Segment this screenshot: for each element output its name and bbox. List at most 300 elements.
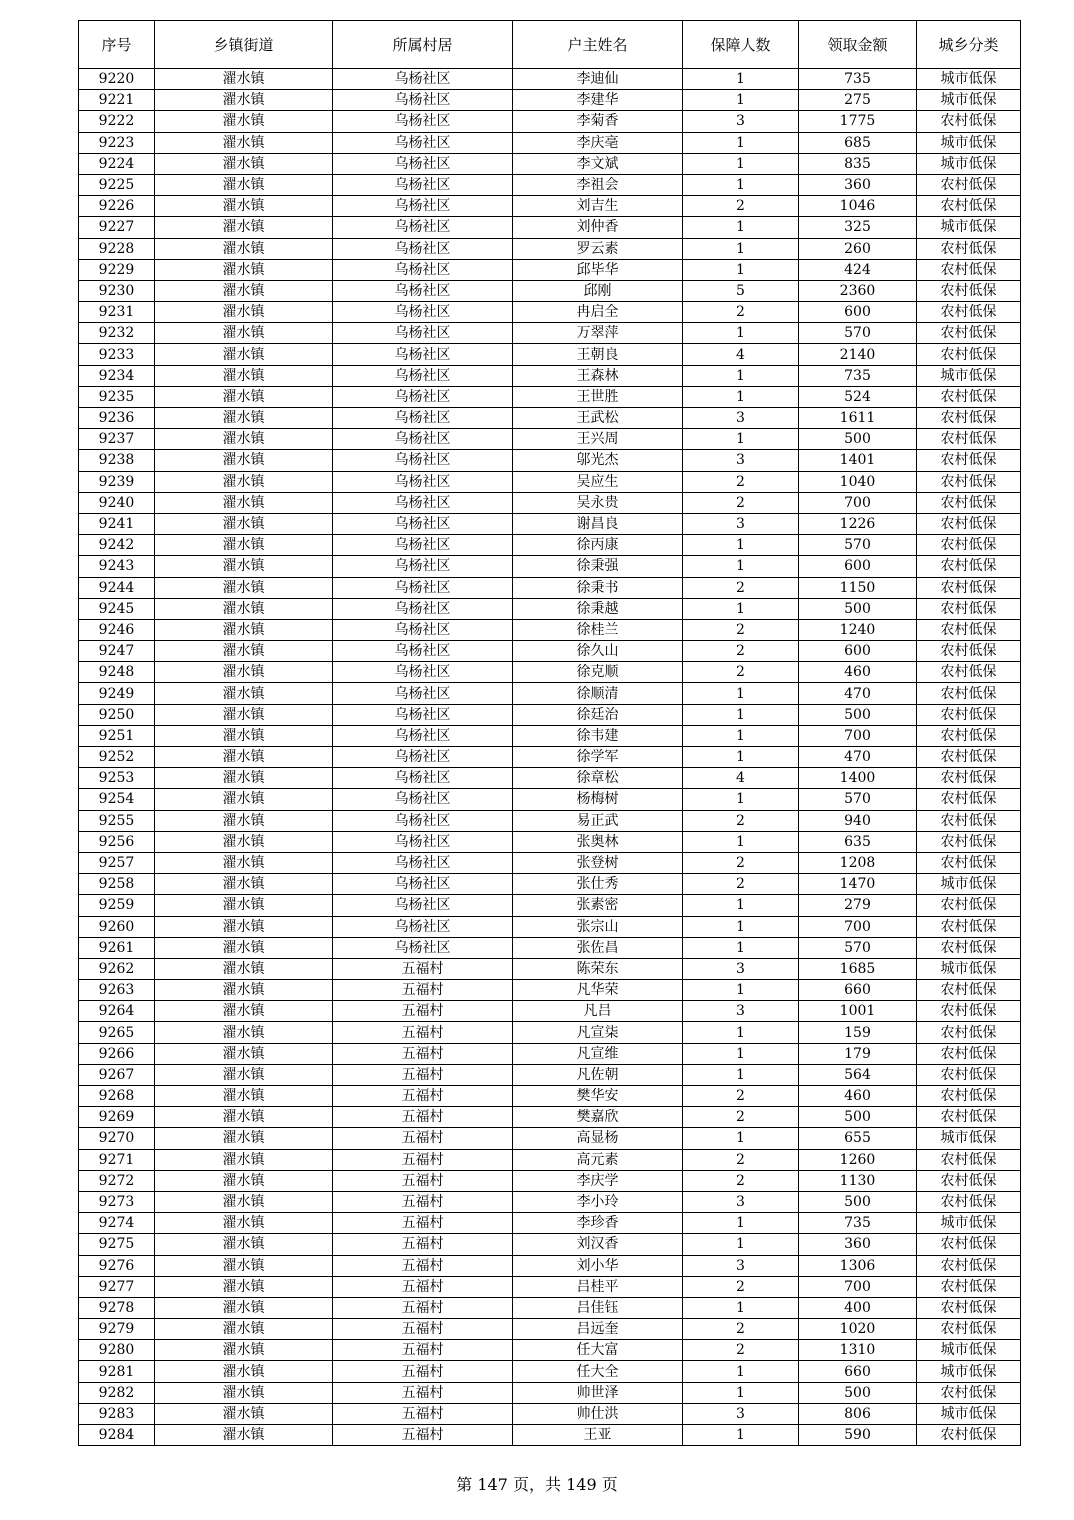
cell-village: 五福村 <box>333 1064 513 1085</box>
cell-index: 9226 <box>79 196 155 217</box>
table-row <box>79 1001 1021 1022</box>
cell-town: 濯水镇 <box>155 1340 333 1361</box>
cell-index: 9223 <box>79 132 155 153</box>
cell-town: 濯水镇 <box>155 958 333 979</box>
table-row <box>79 492 1021 513</box>
cell-category: 农村低保 <box>917 1086 1021 1107</box>
cell-amount: 735 <box>799 69 917 90</box>
cell-category: 农村低保 <box>917 1234 1021 1255</box>
cell-category: 农村低保 <box>917 1001 1021 1022</box>
cell-category: 农村低保 <box>917 662 1021 683</box>
cell-householder: 杨梅树 <box>513 789 683 810</box>
table-row <box>79 1425 1021 1446</box>
cell-amount: 360 <box>799 174 917 195</box>
cell-householder: 王森林 <box>513 365 683 386</box>
cell-persons: 1 <box>683 1297 799 1318</box>
cell-persons: 2 <box>683 302 799 323</box>
cell-town: 濯水镇 <box>155 725 333 746</box>
cell-index: 9242 <box>79 535 155 556</box>
cell-index: 9235 <box>79 386 155 407</box>
cell-town: 濯水镇 <box>155 1425 333 1446</box>
cell-amount: 1040 <box>799 471 917 492</box>
cell-index: 9243 <box>79 556 155 577</box>
cell-category: 城市低保 <box>917 90 1021 111</box>
cell-town: 濯水镇 <box>155 217 333 238</box>
cell-amount: 179 <box>799 1043 917 1064</box>
cell-town: 濯水镇 <box>155 1001 333 1022</box>
table-row <box>79 1340 1021 1361</box>
cell-householder: 王兴周 <box>513 429 683 450</box>
cell-persons: 1 <box>683 980 799 1001</box>
cell-index: 9229 <box>79 259 155 280</box>
cell-village: 五福村 <box>333 1022 513 1043</box>
cell-category: 农村低保 <box>917 1022 1021 1043</box>
cell-householder: 徐秉书 <box>513 577 683 598</box>
cell-householder: 李文斌 <box>513 153 683 174</box>
table-row <box>79 810 1021 831</box>
cell-index: 9246 <box>79 619 155 640</box>
cell-town: 濯水镇 <box>155 344 333 365</box>
cell-category: 农村低保 <box>917 1064 1021 1085</box>
cell-index: 9260 <box>79 916 155 937</box>
cell-persons: 1 <box>683 937 799 958</box>
cell-householder: 帅世泽 <box>513 1382 683 1403</box>
cell-village: 五福村 <box>333 1255 513 1276</box>
cell-index: 9221 <box>79 90 155 111</box>
cell-town: 濯水镇 <box>155 810 333 831</box>
table-row <box>79 535 1021 556</box>
cell-town: 濯水镇 <box>155 1382 333 1403</box>
cell-village: 乌杨社区 <box>333 259 513 280</box>
cell-category: 农村低保 <box>917 1191 1021 1212</box>
cell-amount: 835 <box>799 153 917 174</box>
cell-category: 农村低保 <box>917 577 1021 598</box>
cell-town: 濯水镇 <box>155 471 333 492</box>
cell-persons: 2 <box>683 577 799 598</box>
cell-category: 农村低保 <box>917 725 1021 746</box>
header-persons: 保障人数 <box>683 21 799 69</box>
cell-householder: 李菊香 <box>513 111 683 132</box>
cell-category: 农村低保 <box>917 937 1021 958</box>
cell-householder: 徐秉越 <box>513 598 683 619</box>
cell-town: 濯水镇 <box>155 535 333 556</box>
cell-index: 9244 <box>79 577 155 598</box>
cell-amount: 1260 <box>799 1149 917 1170</box>
table-row <box>79 937 1021 958</box>
cell-persons: 1 <box>683 747 799 768</box>
cell-amount: 500 <box>799 1382 917 1403</box>
cell-householder: 刘吉生 <box>513 196 683 217</box>
cell-category: 城市低保 <box>917 1213 1021 1234</box>
cell-index: 9283 <box>79 1403 155 1424</box>
cell-amount: 1401 <box>799 450 917 471</box>
cell-category: 城市低保 <box>917 958 1021 979</box>
cell-village: 乌杨社区 <box>333 111 513 132</box>
cell-village: 五福村 <box>333 1107 513 1128</box>
cell-category: 农村低保 <box>917 111 1021 132</box>
cell-village: 乌杨社区 <box>333 450 513 471</box>
cell-town: 濯水镇 <box>155 789 333 810</box>
cell-index: 9252 <box>79 747 155 768</box>
cell-town: 濯水镇 <box>155 916 333 937</box>
cell-category: 农村低保 <box>917 916 1021 937</box>
cell-village: 五福村 <box>333 958 513 979</box>
cell-amount: 500 <box>799 429 917 450</box>
cell-amount: 1130 <box>799 1170 917 1191</box>
table-row <box>79 238 1021 259</box>
cell-index: 9257 <box>79 852 155 873</box>
cell-amount: 460 <box>799 1086 917 1107</box>
cell-category: 农村低保 <box>917 344 1021 365</box>
cell-amount: 570 <box>799 789 917 810</box>
table-row <box>79 69 1021 90</box>
cell-town: 濯水镇 <box>155 429 333 450</box>
table-row <box>79 852 1021 873</box>
table-row <box>79 980 1021 1001</box>
cell-persons: 2 <box>683 874 799 895</box>
cell-village: 乌杨社区 <box>333 513 513 534</box>
cell-category: 农村低保 <box>917 1107 1021 1128</box>
cell-town: 濯水镇 <box>155 1107 333 1128</box>
table-row <box>79 641 1021 662</box>
table-row <box>79 1128 1021 1149</box>
cell-category: 城市低保 <box>917 153 1021 174</box>
cell-category: 农村低保 <box>917 450 1021 471</box>
cell-category: 农村低保 <box>917 471 1021 492</box>
table-row <box>79 725 1021 746</box>
cell-persons: 2 <box>683 1319 799 1340</box>
cell-persons: 2 <box>683 1149 799 1170</box>
cell-category: 农村低保 <box>917 768 1021 789</box>
cell-category: 农村低保 <box>917 1382 1021 1403</box>
table-row <box>79 1234 1021 1255</box>
table-row <box>79 958 1021 979</box>
cell-persons: 3 <box>683 408 799 429</box>
cell-village: 五福村 <box>333 1382 513 1403</box>
cell-index: 9255 <box>79 810 155 831</box>
cell-village: 乌杨社区 <box>333 874 513 895</box>
cell-amount: 600 <box>799 302 917 323</box>
cell-village: 五福村 <box>333 1149 513 1170</box>
cell-village: 乌杨社区 <box>333 662 513 683</box>
cell-index: 9232 <box>79 323 155 344</box>
cell-category: 农村低保 <box>917 513 1021 534</box>
cell-town: 濯水镇 <box>155 1234 333 1255</box>
cell-village: 五福村 <box>333 1403 513 1424</box>
cell-amount: 660 <box>799 1361 917 1382</box>
cell-village: 乌杨社区 <box>333 132 513 153</box>
cell-persons: 1 <box>683 69 799 90</box>
cell-town: 濯水镇 <box>155 577 333 598</box>
cell-town: 濯水镇 <box>155 831 333 852</box>
cell-category: 农村低保 <box>917 535 1021 556</box>
cell-persons: 5 <box>683 280 799 301</box>
table-row <box>79 153 1021 174</box>
cell-town: 濯水镇 <box>155 768 333 789</box>
cell-householder: 徐丙康 <box>513 535 683 556</box>
cell-persons: 2 <box>683 619 799 640</box>
table-row <box>79 1022 1021 1043</box>
cell-town: 濯水镇 <box>155 196 333 217</box>
cell-index: 9247 <box>79 641 155 662</box>
cell-index: 9248 <box>79 662 155 683</box>
table-row <box>79 895 1021 916</box>
cell-householder: 陈荣东 <box>513 958 683 979</box>
cell-amount: 2140 <box>799 344 917 365</box>
cell-persons: 1 <box>683 217 799 238</box>
cell-amount: 1001 <box>799 1001 917 1022</box>
cell-town: 濯水镇 <box>155 1043 333 1064</box>
cell-town: 濯水镇 <box>155 1319 333 1340</box>
header-town: 乡镇街道 <box>155 21 333 69</box>
cell-persons: 2 <box>683 1170 799 1191</box>
cell-amount: 655 <box>799 1128 917 1149</box>
cell-amount: 360 <box>799 1234 917 1255</box>
cell-village: 乌杨社区 <box>333 429 513 450</box>
table-row <box>79 577 1021 598</box>
table-row <box>79 1213 1021 1234</box>
cell-householder: 张奥林 <box>513 831 683 852</box>
cell-persons: 2 <box>683 1086 799 1107</box>
cell-index: 9277 <box>79 1276 155 1297</box>
cell-amount: 570 <box>799 323 917 344</box>
table-row <box>79 789 1021 810</box>
cell-village: 乌杨社区 <box>333 344 513 365</box>
cell-householder: 邱刚 <box>513 280 683 301</box>
cell-town: 濯水镇 <box>155 365 333 386</box>
cell-index: 9264 <box>79 1001 155 1022</box>
cell-amount: 500 <box>799 1191 917 1212</box>
cell-amount: 735 <box>799 365 917 386</box>
cell-amount: 700 <box>799 916 917 937</box>
table-row <box>79 768 1021 789</box>
cell-category: 农村低保 <box>917 1149 1021 1170</box>
cell-category: 农村低保 <box>917 259 1021 280</box>
table-row <box>79 323 1021 344</box>
cell-index: 9278 <box>79 1297 155 1318</box>
cell-householder: 任大富 <box>513 1340 683 1361</box>
cell-village: 五福村 <box>333 1191 513 1212</box>
table-row <box>79 619 1021 640</box>
cell-town: 濯水镇 <box>155 1297 333 1318</box>
cell-householder: 邱毕华 <box>513 259 683 280</box>
cell-persons: 1 <box>683 429 799 450</box>
cell-town: 濯水镇 <box>155 598 333 619</box>
cell-category: 农村低保 <box>917 895 1021 916</box>
cell-householder: 帅仕洪 <box>513 1403 683 1424</box>
cell-amount: 500 <box>799 598 917 619</box>
cell-householder: 吕桂平 <box>513 1276 683 1297</box>
cell-index: 9233 <box>79 344 155 365</box>
table-header-row <box>79 21 1021 69</box>
cell-persons: 1 <box>683 1425 799 1446</box>
cell-persons: 1 <box>683 725 799 746</box>
cell-village: 五福村 <box>333 1297 513 1318</box>
cell-persons: 3 <box>683 1191 799 1212</box>
cell-amount: 1226 <box>799 513 917 534</box>
cell-householder: 徐桂兰 <box>513 619 683 640</box>
cell-village: 乌杨社区 <box>333 153 513 174</box>
cell-householder: 王朝良 <box>513 344 683 365</box>
cell-village: 五福村 <box>333 1086 513 1107</box>
cell-town: 濯水镇 <box>155 1213 333 1234</box>
cell-householder: 凡佐朝 <box>513 1064 683 1085</box>
cell-householder: 李迪仙 <box>513 69 683 90</box>
cell-village: 乌杨社区 <box>333 69 513 90</box>
cell-category: 农村低保 <box>917 408 1021 429</box>
cell-category: 农村低保 <box>917 1319 1021 1340</box>
cell-category: 农村低保 <box>917 323 1021 344</box>
cell-category: 城市低保 <box>917 69 1021 90</box>
table-row <box>79 174 1021 195</box>
cell-village: 乌杨社区 <box>333 386 513 407</box>
cell-persons: 2 <box>683 492 799 513</box>
cell-persons: 1 <box>683 1361 799 1382</box>
cell-amount: 1150 <box>799 577 917 598</box>
cell-category: 农村低保 <box>917 556 1021 577</box>
cell-amount: 279 <box>799 895 917 916</box>
cell-amount: 260 <box>799 238 917 259</box>
cell-town: 濯水镇 <box>155 111 333 132</box>
cell-village: 乌杨社区 <box>333 556 513 577</box>
cell-amount: 660 <box>799 980 917 1001</box>
cell-town: 濯水镇 <box>155 1170 333 1191</box>
cell-town: 濯水镇 <box>155 1086 333 1107</box>
cell-index: 9271 <box>79 1149 155 1170</box>
cell-village: 乌杨社区 <box>333 535 513 556</box>
cell-householder: 王武松 <box>513 408 683 429</box>
cell-householder: 凡宣维 <box>513 1043 683 1064</box>
cell-category: 城市低保 <box>917 1403 1021 1424</box>
cell-householder: 徐久山 <box>513 641 683 662</box>
cell-village: 五福村 <box>333 1340 513 1361</box>
cell-amount: 159 <box>799 1022 917 1043</box>
cell-category: 农村低保 <box>917 683 1021 704</box>
cell-persons: 1 <box>683 1382 799 1403</box>
cell-amount: 424 <box>799 259 917 280</box>
cell-index: 9256 <box>79 831 155 852</box>
cell-category: 农村低保 <box>917 238 1021 259</box>
cell-village: 乌杨社区 <box>333 747 513 768</box>
cell-householder: 徐克顺 <box>513 662 683 683</box>
cell-householder: 高元素 <box>513 1149 683 1170</box>
cell-town: 濯水镇 <box>155 895 333 916</box>
cell-householder: 凡吕 <box>513 1001 683 1022</box>
cell-householder: 吴永贵 <box>513 492 683 513</box>
cell-village: 乌杨社区 <box>333 302 513 323</box>
cell-amount: 1611 <box>799 408 917 429</box>
cell-householder: 李建华 <box>513 90 683 111</box>
cell-householder: 邬光杰 <box>513 450 683 471</box>
cell-village: 乌杨社区 <box>333 598 513 619</box>
cell-index: 9258 <box>79 874 155 895</box>
cell-village: 乌杨社区 <box>333 852 513 873</box>
cell-persons: 2 <box>683 196 799 217</box>
cell-householder: 李珍香 <box>513 1213 683 1234</box>
cell-town: 濯水镇 <box>155 408 333 429</box>
cell-village: 五福村 <box>333 1319 513 1340</box>
cell-village: 乌杨社区 <box>333 789 513 810</box>
cell-category: 农村低保 <box>917 429 1021 450</box>
cell-index: 9273 <box>79 1191 155 1212</box>
cell-householder: 吴应生 <box>513 471 683 492</box>
cell-index: 9253 <box>79 768 155 789</box>
cell-householder: 张登树 <box>513 852 683 873</box>
cell-town: 濯水镇 <box>155 132 333 153</box>
cell-village: 乌杨社区 <box>333 90 513 111</box>
cell-amount: 600 <box>799 641 917 662</box>
cell-category: 农村低保 <box>917 831 1021 852</box>
cell-index: 9269 <box>79 1107 155 1128</box>
cell-village: 乌杨社区 <box>333 725 513 746</box>
cell-persons: 2 <box>683 1340 799 1361</box>
table-row <box>79 1297 1021 1318</box>
cell-householder: 徐秉强 <box>513 556 683 577</box>
cell-persons: 1 <box>683 90 799 111</box>
cell-category: 城市低保 <box>917 1128 1021 1149</box>
table-row <box>79 831 1021 852</box>
cell-town: 濯水镇 <box>155 302 333 323</box>
relief-table <box>78 20 1021 1446</box>
cell-village: 五福村 <box>333 1213 513 1234</box>
cell-householder: 李小玲 <box>513 1191 683 1212</box>
cell-householder: 徐韦建 <box>513 725 683 746</box>
table-body <box>79 69 1021 1446</box>
cell-householder: 王亚 <box>513 1425 683 1446</box>
table-row <box>79 1255 1021 1276</box>
cell-index: 9266 <box>79 1043 155 1064</box>
cell-persons: 3 <box>683 513 799 534</box>
cell-category: 城市低保 <box>917 1340 1021 1361</box>
table-row <box>79 217 1021 238</box>
cell-persons: 1 <box>683 1234 799 1255</box>
cell-householder: 张宗山 <box>513 916 683 937</box>
cell-index: 9231 <box>79 302 155 323</box>
cell-persons: 1 <box>683 386 799 407</box>
table-row <box>79 1170 1021 1191</box>
cell-amount: 2360 <box>799 280 917 301</box>
cell-village: 五福村 <box>333 1043 513 1064</box>
cell-amount: 1020 <box>799 1319 917 1340</box>
cell-town: 濯水镇 <box>155 450 333 471</box>
table-row <box>79 916 1021 937</box>
cell-village: 乌杨社区 <box>333 895 513 916</box>
table-row <box>79 1382 1021 1403</box>
cell-category: 城市低保 <box>917 217 1021 238</box>
cell-householder: 高显杨 <box>513 1128 683 1149</box>
cell-amount: 470 <box>799 747 917 768</box>
header-index: 序号 <box>79 21 155 69</box>
table-row <box>79 704 1021 725</box>
cell-householder: 冉启全 <box>513 302 683 323</box>
cell-index: 9261 <box>79 937 155 958</box>
cell-category: 城市低保 <box>917 132 1021 153</box>
cell-persons: 2 <box>683 662 799 683</box>
cell-town: 濯水镇 <box>155 1276 333 1297</box>
cell-town: 濯水镇 <box>155 641 333 662</box>
cell-householder: 张仕秀 <box>513 874 683 895</box>
cell-village: 乌杨社区 <box>333 577 513 598</box>
cell-persons: 1 <box>683 1128 799 1149</box>
cell-town: 濯水镇 <box>155 153 333 174</box>
cell-householder: 万翠萍 <box>513 323 683 344</box>
cell-persons: 2 <box>683 810 799 831</box>
cell-town: 濯水镇 <box>155 1149 333 1170</box>
cell-index: 9272 <box>79 1170 155 1191</box>
cell-category: 农村低保 <box>917 174 1021 195</box>
cell-amount: 1685 <box>799 958 917 979</box>
cell-village: 五福村 <box>333 1170 513 1191</box>
